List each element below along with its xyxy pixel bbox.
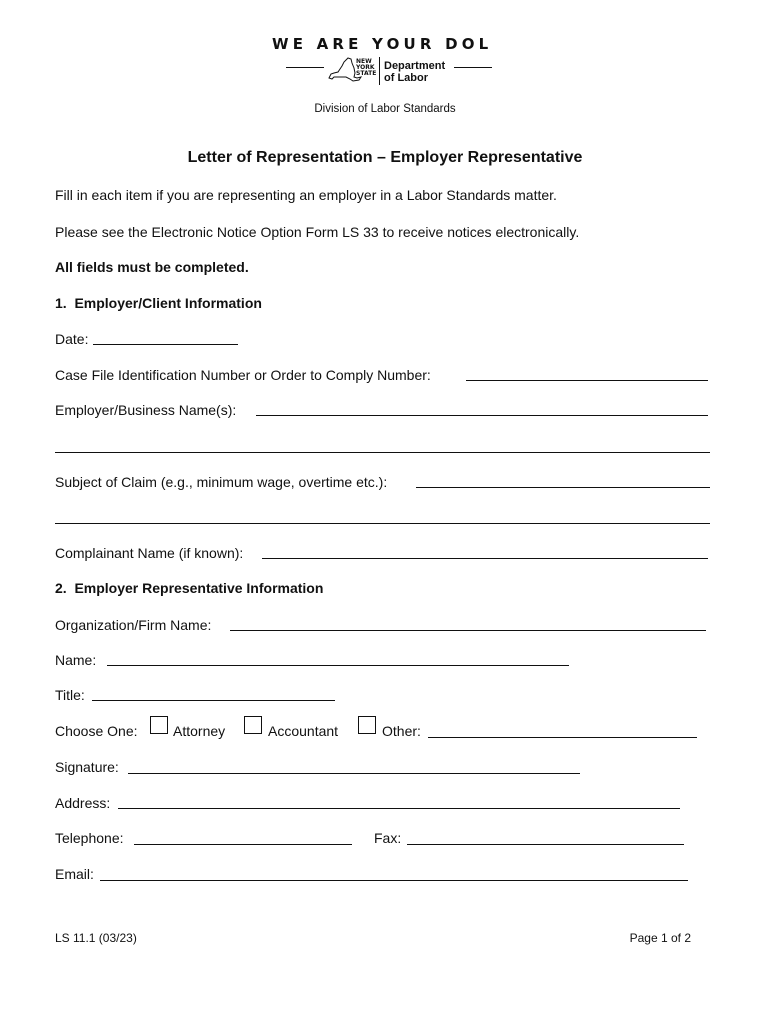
date-field[interactable]: [93, 344, 238, 345]
employer-name-field-line2[interactable]: [55, 452, 710, 453]
rep-title-label: Title:: [55, 687, 85, 703]
page-number: Page 1 of 2: [629, 931, 691, 945]
form-id: LS 11.1 (03/23): [55, 931, 137, 945]
nys-dol-logo: [286, 55, 496, 91]
email-label: Email:: [55, 866, 94, 882]
address-field[interactable]: [118, 808, 680, 809]
required-note: All fields must be completed.: [55, 259, 249, 275]
subject-of-claim-field-line2[interactable]: [55, 523, 710, 524]
accountant-checkbox[interactable]: [244, 716, 262, 734]
choose-one-label: Choose One:: [55, 723, 138, 739]
form-title: Letter of Representation – Employer Representative: [187, 149, 583, 166]
complainant-name-field[interactable]: [262, 558, 708, 559]
division-name: Division of Labor Standards: [314, 103, 456, 115]
address-label: Address:: [55, 795, 111, 811]
telephone-field[interactable]: [134, 844, 352, 845]
other-checkbox[interactable]: [358, 716, 376, 734]
date-label: Date:: [55, 331, 89, 347]
other-label: Other:: [382, 723, 421, 739]
logo-divider: [379, 57, 380, 85]
case-number-label: Case File Identification Number or Order to Comply Number:: [55, 367, 431, 383]
subject-of-claim-label: Subject of Claim (e.g., minimum wage, overtime etc.):: [55, 474, 388, 490]
telephone-label: Telephone:: [55, 830, 124, 846]
rep-name-label: Name:: [55, 652, 97, 668]
case-number-field[interactable]: [466, 380, 708, 381]
section1-heading: 1. Employer/Client Information: [55, 295, 262, 311]
org-name-label: Organization/Firm Name:: [55, 617, 212, 633]
employer-name-field[interactable]: [256, 415, 708, 416]
fax-field[interactable]: [407, 844, 684, 845]
signature-field[interactable]: [128, 773, 580, 774]
notice-text: Please see the Electronic Notice Option Form LS 33 to receive notices electronically.: [55, 224, 580, 240]
org-name-field[interactable]: [230, 630, 706, 631]
other-field[interactable]: [428, 737, 697, 738]
section2-heading: 2. Employer Representative Information: [55, 580, 324, 596]
signature-label: Signature:: [55, 759, 119, 775]
intro-text: Fill in each item if you are representing an employer in a Labor Standards matter.: [55, 187, 557, 203]
logo-agency-text: Department of Labor: [384, 60, 446, 84]
attorney-checkbox[interactable]: [150, 716, 168, 734]
slogan: WE ARE YOUR DOL: [272, 35, 493, 53]
fax-label: Fax:: [374, 830, 402, 846]
rep-name-field[interactable]: [107, 665, 569, 666]
accountant-label: Accountant: [268, 723, 339, 739]
logo-state-text: NEW YORK STATE: [356, 58, 377, 77]
logo-rule-left: [286, 67, 324, 68]
logo-rule-right: [454, 67, 492, 68]
complainant-name-label: Complainant Name (if known):: [55, 545, 244, 561]
attorney-label: Attorney: [173, 723, 226, 739]
email-field[interactable]: [100, 880, 688, 881]
employer-name-label: Employer/Business Name(s):: [55, 402, 237, 418]
rep-title-field[interactable]: [92, 700, 335, 701]
subject-of-claim-field[interactable]: [416, 487, 710, 488]
